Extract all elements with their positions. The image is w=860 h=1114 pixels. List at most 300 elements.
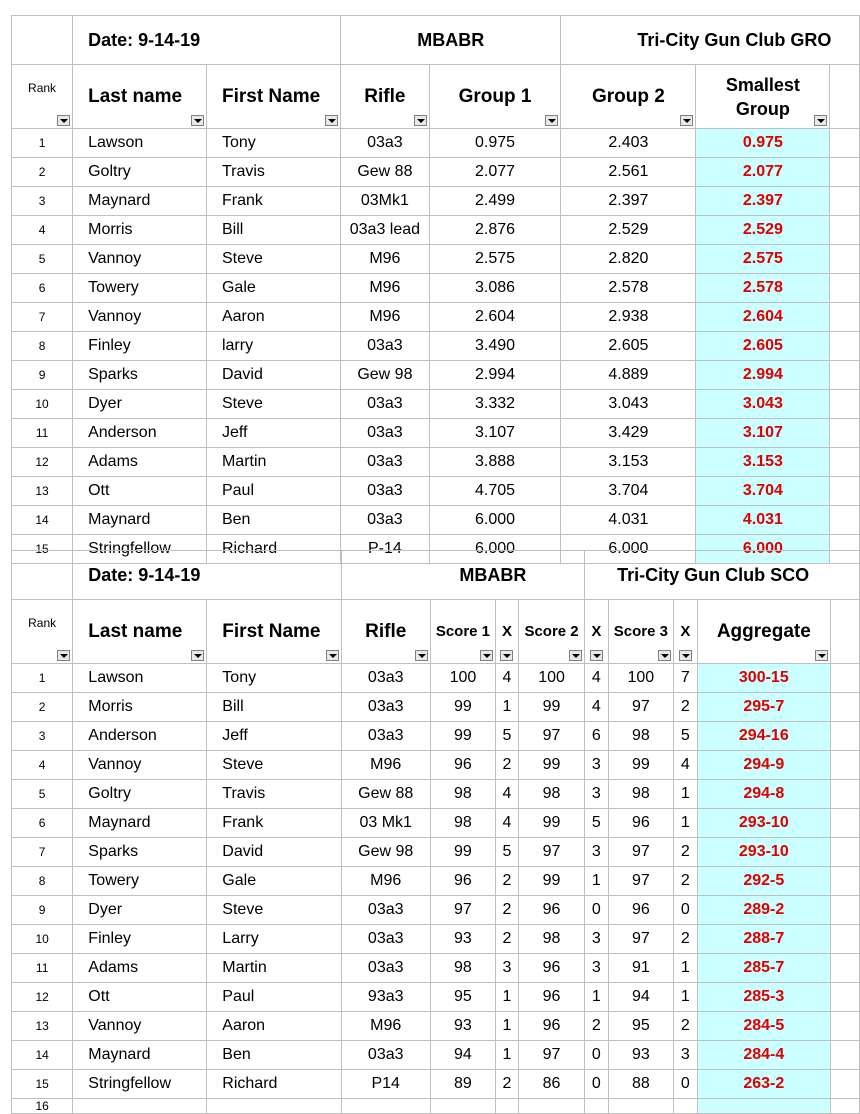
- last-name-cell[interactable]: Dyer: [73, 896, 207, 925]
- filter-dropdown-icon[interactable]: [57, 650, 70, 661]
- rifle-cell[interactable]: Gew 88: [341, 780, 430, 809]
- rifle-header[interactable]: Rifle: [341, 600, 430, 664]
- rank-cell[interactable]: 4: [12, 216, 73, 245]
- x2-cell[interactable]: 5: [585, 809, 608, 838]
- blank-cell[interactable]: [73, 1099, 207, 1114]
- first-name-cell[interactable]: Tony: [207, 664, 341, 693]
- first-name-cell[interactable]: Bill: [206, 216, 340, 245]
- rifle-cell[interactable]: M96: [341, 245, 429, 274]
- x3-cell[interactable]: 2: [674, 838, 697, 867]
- x2-cell[interactable]: 3: [585, 751, 608, 780]
- first-name-cell[interactable]: larry: [206, 332, 340, 361]
- rank-cell[interactable]: 14: [12, 506, 73, 535]
- first-name-cell[interactable]: Paul: [207, 983, 341, 1012]
- filter-dropdown-icon[interactable]: [569, 650, 582, 661]
- smallest-group-cell[interactable]: 2.077: [696, 158, 830, 187]
- last-name-cell[interactable]: Dyer: [73, 390, 207, 419]
- aggregate-cell[interactable]: [697, 1099, 830, 1114]
- rifle-cell[interactable]: 03a3: [341, 954, 430, 983]
- blank-cell[interactable]: [830, 448, 860, 477]
- first-name-cell[interactable]: Tony: [206, 129, 340, 158]
- rank-cell[interactable]: 9: [12, 361, 73, 390]
- group1-cell[interactable]: 2.876: [429, 216, 561, 245]
- rifle-cell[interactable]: 03a3: [341, 448, 429, 477]
- last-name-cell[interactable]: Lawson: [73, 129, 207, 158]
- rifle-cell[interactable]: 03a3: [341, 722, 430, 751]
- rank-cell[interactable]: 15: [12, 535, 73, 564]
- group2-cell[interactable]: 3.429: [561, 419, 696, 448]
- last-name-cell[interactable]: Stringfellow: [73, 535, 207, 564]
- last-name-cell[interactable]: Vannoy: [73, 245, 207, 274]
- last-name-cell[interactable]: Maynard: [73, 187, 207, 216]
- smallest-group-cell[interactable]: 2.397: [696, 187, 830, 216]
- filter-dropdown-icon[interactable]: [326, 650, 339, 661]
- last-name-cell[interactable]: Finley: [73, 925, 207, 954]
- aggregate-cell[interactable]: 294-9: [697, 751, 830, 780]
- filter-dropdown-icon[interactable]: [191, 115, 204, 126]
- rank-header[interactable]: Rank: [12, 65, 73, 129]
- first-name-cell[interactable]: Richard: [206, 535, 340, 564]
- rank-cell[interactable]: 12: [12, 448, 73, 477]
- smallest-group-cell[interactable]: 3.704: [696, 477, 830, 506]
- aggregate-cell[interactable]: 285-7: [697, 954, 830, 983]
- last-name-cell[interactable]: Towery: [73, 274, 207, 303]
- score3-cell[interactable]: 94: [608, 983, 674, 1012]
- first-name-cell[interactable]: Frank: [206, 187, 340, 216]
- x1-cell[interactable]: 1: [496, 1012, 519, 1041]
- rank-cell[interactable]: 15: [12, 1070, 73, 1099]
- x3-cell[interactable]: 5: [674, 722, 697, 751]
- score3-cell[interactable]: 97: [608, 925, 674, 954]
- score1-cell[interactable]: 98: [430, 809, 495, 838]
- score2-cell[interactable]: 99: [519, 693, 585, 722]
- score3-cell[interactable]: 91: [608, 954, 674, 983]
- score3-cell[interactable]: 98: [608, 780, 674, 809]
- rank-cell[interactable]: 6: [12, 809, 73, 838]
- rifle-cell[interactable]: 03a3: [341, 896, 430, 925]
- filter-dropdown-icon[interactable]: [191, 650, 204, 661]
- rank-cell[interactable]: 12: [12, 983, 73, 1012]
- first-name-cell[interactable]: Steve: [206, 390, 340, 419]
- group2-cell[interactable]: 2.605: [561, 332, 696, 361]
- last-name-cell[interactable]: Stringfellow: [73, 1070, 207, 1099]
- blank-cell[interactable]: [830, 361, 860, 390]
- blank-cell[interactable]: [831, 664, 860, 693]
- rifle-cell[interactable]: M96: [341, 274, 429, 303]
- last-name-cell[interactable]: Ott: [73, 477, 207, 506]
- rank-cell[interactable]: 10: [12, 925, 73, 954]
- aggregate-cell[interactable]: 284-5: [697, 1012, 830, 1041]
- x1-cell[interactable]: 3: [496, 954, 519, 983]
- rifle-cell[interactable]: 03a3: [341, 129, 429, 158]
- group1-cell[interactable]: 3.888: [429, 448, 561, 477]
- blank-cell[interactable]: [496, 1099, 519, 1114]
- filter-dropdown-icon[interactable]: [480, 650, 493, 661]
- last-name-cell[interactable]: Lawson: [73, 664, 207, 693]
- first-name-cell[interactable]: Steve: [207, 751, 341, 780]
- rifle-cell[interactable]: 03a3: [341, 1041, 430, 1070]
- x2-cell[interactable]: 0: [585, 896, 608, 925]
- score2-cell[interactable]: 96: [519, 896, 585, 925]
- blank-cell[interactable]: [341, 1099, 430, 1114]
- x3-cell[interactable]: 1: [674, 780, 697, 809]
- rank-cell[interactable]: 8: [12, 867, 73, 896]
- smallest-group-cell[interactable]: 3.107: [696, 419, 830, 448]
- smallest-group-cell[interactable]: 2.578: [696, 274, 830, 303]
- group1-cell[interactable]: 3.107: [429, 419, 561, 448]
- last-name-cell[interactable]: Goltry: [73, 780, 207, 809]
- score2-cell[interactable]: 99: [519, 867, 585, 896]
- score3-cell[interactable]: 97: [608, 867, 674, 896]
- blank-cell[interactable]: [608, 1099, 674, 1114]
- filter-dropdown-icon[interactable]: [325, 115, 338, 126]
- score2-cell[interactable]: 100: [519, 664, 585, 693]
- last-name-cell[interactable]: Adams: [73, 954, 207, 983]
- last-name-cell[interactable]: Morris: [73, 693, 207, 722]
- x1-cell[interactable]: 2: [496, 751, 519, 780]
- score3-cell[interactable]: 100: [608, 664, 674, 693]
- blank-cell[interactable]: [830, 419, 860, 448]
- score3-cell[interactable]: 99: [608, 751, 674, 780]
- group1-cell[interactable]: 6.000: [429, 506, 561, 535]
- rank-cell[interactable]: 4: [12, 751, 73, 780]
- blank-cell[interactable]: [830, 303, 860, 332]
- group2-cell[interactable]: 4.889: [561, 361, 696, 390]
- group2-cell[interactable]: 2.529: [561, 216, 696, 245]
- group2-cell[interactable]: 2.397: [561, 187, 696, 216]
- last-name-cell[interactable]: Towery: [73, 867, 207, 896]
- score3-cell[interactable]: 97: [608, 838, 674, 867]
- rifle-cell[interactable]: Gew 98: [341, 838, 430, 867]
- first-name-cell[interactable]: Aaron: [206, 303, 340, 332]
- filter-dropdown-icon[interactable]: [545, 115, 558, 126]
- smallest-group-cell[interactable]: 2.575: [696, 245, 830, 274]
- first-name-cell[interactable]: Frank: [207, 809, 341, 838]
- x1-cell[interactable]: 2: [496, 1070, 519, 1099]
- rank-cell[interactable]: 11: [12, 954, 73, 983]
- rifle-cell[interactable]: M96: [341, 1012, 430, 1041]
- blank-cell[interactable]: [831, 954, 860, 983]
- group2-cell[interactable]: 2.938: [561, 303, 696, 332]
- x2-cell[interactable]: 4: [585, 693, 608, 722]
- blank-cell[interactable]: [831, 722, 860, 751]
- x1-cell[interactable]: 1: [496, 693, 519, 722]
- blank-cell[interactable]: [831, 751, 860, 780]
- score1-header[interactable]: Score 1: [430, 600, 495, 664]
- blank-cell[interactable]: [831, 809, 860, 838]
- blank-cell[interactable]: [830, 216, 860, 245]
- first-name-cell[interactable]: Jeff: [206, 419, 340, 448]
- score3-cell[interactable]: 95: [608, 1012, 674, 1041]
- filter-dropdown-icon[interactable]: [679, 650, 692, 661]
- group1-cell[interactable]: 6.000: [429, 535, 561, 564]
- blank-cell[interactable]: [831, 838, 860, 867]
- score1-cell[interactable]: 93: [430, 925, 495, 954]
- rifle-cell[interactable]: 03a3: [341, 664, 430, 693]
- group1-cell[interactable]: 2.499: [429, 187, 561, 216]
- last-name-cell[interactable]: Maynard: [73, 506, 207, 535]
- score2-cell[interactable]: 97: [519, 1041, 585, 1070]
- group1-cell[interactable]: 3.086: [429, 274, 561, 303]
- group2-header[interactable]: Group 2: [561, 65, 696, 129]
- first-name-cell[interactable]: Martin: [206, 448, 340, 477]
- rifle-cell[interactable]: 03a3 lead: [341, 216, 429, 245]
- rifle-cell[interactable]: Gew 98: [341, 361, 429, 390]
- aggregate-cell[interactable]: 263-2: [697, 1070, 830, 1099]
- first-name-header[interactable]: First Name: [206, 65, 340, 129]
- group2-cell[interactable]: 3.043: [561, 390, 696, 419]
- rank-cell[interactable]: 11: [12, 419, 73, 448]
- smallest-group-cell[interactable]: 6.000: [696, 535, 830, 564]
- filter-dropdown-icon[interactable]: [814, 115, 827, 126]
- blank-cell[interactable]: [430, 1099, 495, 1114]
- last-name-cell[interactable]: Vannoy: [73, 751, 207, 780]
- group1-cell[interactable]: 2.604: [429, 303, 561, 332]
- x3-cell[interactable]: 2: [674, 1012, 697, 1041]
- smallest-group-cell[interactable]: 2.529: [696, 216, 830, 245]
- score2-cell[interactable]: 98: [519, 780, 585, 809]
- group2-cell[interactable]: 3.704: [561, 477, 696, 506]
- rifle-cell[interactable]: 03a3: [341, 506, 429, 535]
- last-name-cell[interactable]: Maynard: [73, 809, 207, 838]
- x1-cell[interactable]: 5: [496, 838, 519, 867]
- score3-cell[interactable]: 98: [608, 722, 674, 751]
- smallest-group-cell[interactable]: 4.031: [696, 506, 830, 535]
- rank-cell[interactable]: 6: [12, 274, 73, 303]
- smallest-group-cell[interactable]: 2.605: [696, 332, 830, 361]
- rifle-cell[interactable]: 03 Mk1: [341, 809, 430, 838]
- filter-dropdown-icon[interactable]: [57, 115, 70, 126]
- aggregate-cell[interactable]: 300-15: [697, 664, 830, 693]
- score1-cell[interactable]: 97: [430, 896, 495, 925]
- score2-cell[interactable]: 96: [519, 954, 585, 983]
- x1-cell[interactable]: 5: [496, 722, 519, 751]
- first-name-cell[interactable]: Richard: [207, 1070, 341, 1099]
- aggregate-cell[interactable]: 295-7: [697, 693, 830, 722]
- rank-cell[interactable]: 1: [12, 129, 73, 158]
- smallest-group-cell[interactable]: 3.153: [696, 448, 830, 477]
- x3-cell[interactable]: 2: [674, 693, 697, 722]
- aggregate-cell[interactable]: 293-10: [697, 838, 830, 867]
- x3-cell[interactable]: 0: [674, 1070, 697, 1099]
- rank-header[interactable]: Rank: [12, 600, 73, 664]
- aggregate-cell[interactable]: 292-5: [697, 867, 830, 896]
- x1-cell[interactable]: 2: [496, 867, 519, 896]
- blank-cell[interactable]: [830, 506, 860, 535]
- first-name-cell[interactable]: Gale: [207, 867, 341, 896]
- x2-cell[interactable]: 3: [585, 780, 608, 809]
- first-name-cell[interactable]: Bill: [207, 693, 341, 722]
- x1-cell[interactable]: 4: [496, 664, 519, 693]
- x2-cell[interactable]: 4: [585, 664, 608, 693]
- last-name-cell[interactable]: Ott: [73, 983, 207, 1012]
- rifle-cell[interactable]: 03Mk1: [341, 187, 429, 216]
- x1-cell[interactable]: 1: [496, 1041, 519, 1070]
- score2-cell[interactable]: 97: [519, 838, 585, 867]
- score1-cell[interactable]: 99: [430, 693, 495, 722]
- x3-cell[interactable]: 0: [674, 896, 697, 925]
- aggregate-cell[interactable]: 294-16: [697, 722, 830, 751]
- group2-cell[interactable]: 2.403: [561, 129, 696, 158]
- first-name-cell[interactable]: Aaron: [207, 1012, 341, 1041]
- score1-cell[interactable]: 96: [430, 867, 495, 896]
- first-name-cell[interactable]: Paul: [206, 477, 340, 506]
- x3-cell[interactable]: 1: [674, 809, 697, 838]
- group2-cell[interactable]: 3.153: [561, 448, 696, 477]
- rifle-cell[interactable]: 03a3: [341, 419, 429, 448]
- aggregate-cell[interactable]: 288-7: [697, 925, 830, 954]
- group1-cell[interactable]: 2.077: [429, 158, 561, 187]
- last-name-header[interactable]: Last name: [73, 65, 207, 129]
- score1-cell[interactable]: 96: [430, 751, 495, 780]
- x3-cell[interactable]: 3: [674, 1041, 697, 1070]
- score3-cell[interactable]: 96: [608, 896, 674, 925]
- first-name-cell[interactable]: Ben: [206, 506, 340, 535]
- group1-cell[interactable]: 2.575: [429, 245, 561, 274]
- rifle-cell[interactable]: 93a3: [341, 983, 430, 1012]
- score3-header[interactable]: Score 3: [608, 600, 674, 664]
- smallest-group-cell[interactable]: 3.043: [696, 390, 830, 419]
- blank-cell[interactable]: [830, 129, 860, 158]
- x2-cell[interactable]: 3: [585, 925, 608, 954]
- filter-dropdown-icon[interactable]: [658, 650, 671, 661]
- blank-cell[interactable]: [831, 1070, 860, 1099]
- x2-cell[interactable]: 1: [585, 983, 608, 1012]
- first-name-cell[interactable]: Martin: [207, 954, 341, 983]
- group1-cell[interactable]: 0.975: [429, 129, 561, 158]
- blank-cell[interactable]: [831, 925, 860, 954]
- blank-cell[interactable]: [831, 780, 860, 809]
- x2-cell[interactable]: 2: [585, 1012, 608, 1041]
- rank-cell[interactable]: 5: [12, 780, 73, 809]
- x1-cell[interactable]: 1: [496, 983, 519, 1012]
- blank-cell[interactable]: [674, 1099, 697, 1114]
- rank-cell[interactable]: 7: [12, 303, 73, 332]
- first-name-cell[interactable]: Steve: [207, 896, 341, 925]
- blank-cell[interactable]: [831, 896, 860, 925]
- last-name-cell[interactable]: Morris: [73, 216, 207, 245]
- group1-header[interactable]: Group 1: [429, 65, 561, 129]
- group2-cell[interactable]: 2.820: [561, 245, 696, 274]
- score1-cell[interactable]: 94: [430, 1041, 495, 1070]
- blank-cell[interactable]: [831, 1041, 860, 1070]
- rank-cell[interactable]: 13: [12, 477, 73, 506]
- rank-cell[interactable]: 8: [12, 332, 73, 361]
- score2-cell[interactable]: 96: [519, 1012, 585, 1041]
- last-name-cell[interactable]: Finley: [73, 332, 207, 361]
- aggregate-header[interactable]: Aggregate: [697, 600, 830, 664]
- last-name-cell[interactable]: Adams: [73, 448, 207, 477]
- last-name-cell[interactable]: Anderson: [73, 722, 207, 751]
- score1-cell[interactable]: 99: [430, 838, 495, 867]
- score3-cell[interactable]: 97: [608, 693, 674, 722]
- last-name-cell[interactable]: Vannoy: [73, 1012, 207, 1041]
- group1-cell[interactable]: 4.705: [429, 477, 561, 506]
- aggregate-cell[interactable]: 285-3: [697, 983, 830, 1012]
- rank-cell[interactable]: 7: [12, 838, 73, 867]
- x3-cell[interactable]: 2: [674, 867, 697, 896]
- rank-cell[interactable]: 16: [12, 1099, 73, 1114]
- x2-cell[interactable]: 0: [585, 1070, 608, 1099]
- rifle-cell[interactable]: M96: [341, 867, 430, 896]
- first-name-cell[interactable]: David: [207, 838, 341, 867]
- score2-cell[interactable]: 99: [519, 751, 585, 780]
- score1-cell[interactable]: 98: [430, 954, 495, 983]
- rank-cell[interactable]: 10: [12, 390, 73, 419]
- blank-cell[interactable]: [831, 1012, 860, 1041]
- blank-cell[interactable]: [831, 693, 860, 722]
- x2-cell[interactable]: 1: [585, 867, 608, 896]
- x3-cell[interactable]: 2: [674, 925, 697, 954]
- rifle-cell[interactable]: 03a3: [341, 332, 429, 361]
- blank-cell[interactable]: [585, 1099, 608, 1114]
- aggregate-cell[interactable]: 284-4: [697, 1041, 830, 1070]
- aggregate-cell[interactable]: 289-2: [697, 896, 830, 925]
- blank-cell[interactable]: [830, 245, 860, 274]
- last-name-cell[interactable]: Vannoy: [73, 303, 207, 332]
- blank-cell[interactable]: [830, 158, 860, 187]
- smallest-group-header[interactable]: Smallest Group: [696, 65, 830, 129]
- rifle-cell[interactable]: M96: [341, 751, 430, 780]
- first-name-cell[interactable]: Travis: [206, 158, 340, 187]
- score2-cell[interactable]: 98: [519, 925, 585, 954]
- blank-cell[interactable]: [831, 867, 860, 896]
- score3-cell[interactable]: 88: [608, 1070, 674, 1099]
- group1-cell[interactable]: 3.332: [429, 390, 561, 419]
- x3-cell[interactable]: 4: [674, 751, 697, 780]
- filter-dropdown-icon[interactable]: [680, 115, 693, 126]
- blank-cell[interactable]: [831, 983, 860, 1012]
- x2-cell[interactable]: 0: [585, 1041, 608, 1070]
- x1-cell[interactable]: 2: [496, 896, 519, 925]
- blank-cell[interactable]: [830, 274, 860, 303]
- filter-dropdown-icon[interactable]: [500, 650, 513, 661]
- rank-cell[interactable]: 3: [12, 722, 73, 751]
- rank-cell[interactable]: 14: [12, 1041, 73, 1070]
- last-name-cell[interactable]: Goltry: [73, 158, 207, 187]
- last-name-header[interactable]: Last name: [73, 600, 207, 664]
- score1-cell[interactable]: 89: [430, 1070, 495, 1099]
- blank-cell[interactable]: [830, 477, 860, 506]
- first-name-cell[interactable]: Steve: [206, 245, 340, 274]
- score1-cell[interactable]: 95: [430, 983, 495, 1012]
- score1-cell[interactable]: 98: [430, 780, 495, 809]
- x3-header[interactable]: X: [674, 600, 697, 664]
- rank-cell[interactable]: 1: [12, 664, 73, 693]
- first-name-cell[interactable]: Jeff: [207, 722, 341, 751]
- rank-cell[interactable]: 2: [12, 158, 73, 187]
- group2-cell[interactable]: 6.000: [561, 535, 696, 564]
- x2-cell[interactable]: 6: [585, 722, 608, 751]
- x1-cell[interactable]: 2: [496, 925, 519, 954]
- x3-cell[interactable]: 1: [674, 983, 697, 1012]
- first-name-cell[interactable]: David: [206, 361, 340, 390]
- score3-cell[interactable]: 96: [608, 809, 674, 838]
- score2-cell[interactable]: 86: [519, 1070, 585, 1099]
- rifle-cell[interactable]: 03a3: [341, 390, 429, 419]
- score3-cell[interactable]: 93: [608, 1041, 674, 1070]
- group1-cell[interactable]: 2.994: [429, 361, 561, 390]
- last-name-cell[interactable]: Sparks: [73, 838, 207, 867]
- aggregate-cell[interactable]: 293-10: [697, 809, 830, 838]
- rifle-cell[interactable]: 03a3: [341, 477, 429, 506]
- rank-cell[interactable]: 2: [12, 693, 73, 722]
- blank-cell[interactable]: [207, 1099, 341, 1114]
- rank-cell[interactable]: 5: [12, 245, 73, 274]
- blank-cell[interactable]: [830, 187, 860, 216]
- smallest-group-cell[interactable]: 0.975: [696, 129, 830, 158]
- filter-dropdown-icon[interactable]: [590, 650, 603, 661]
